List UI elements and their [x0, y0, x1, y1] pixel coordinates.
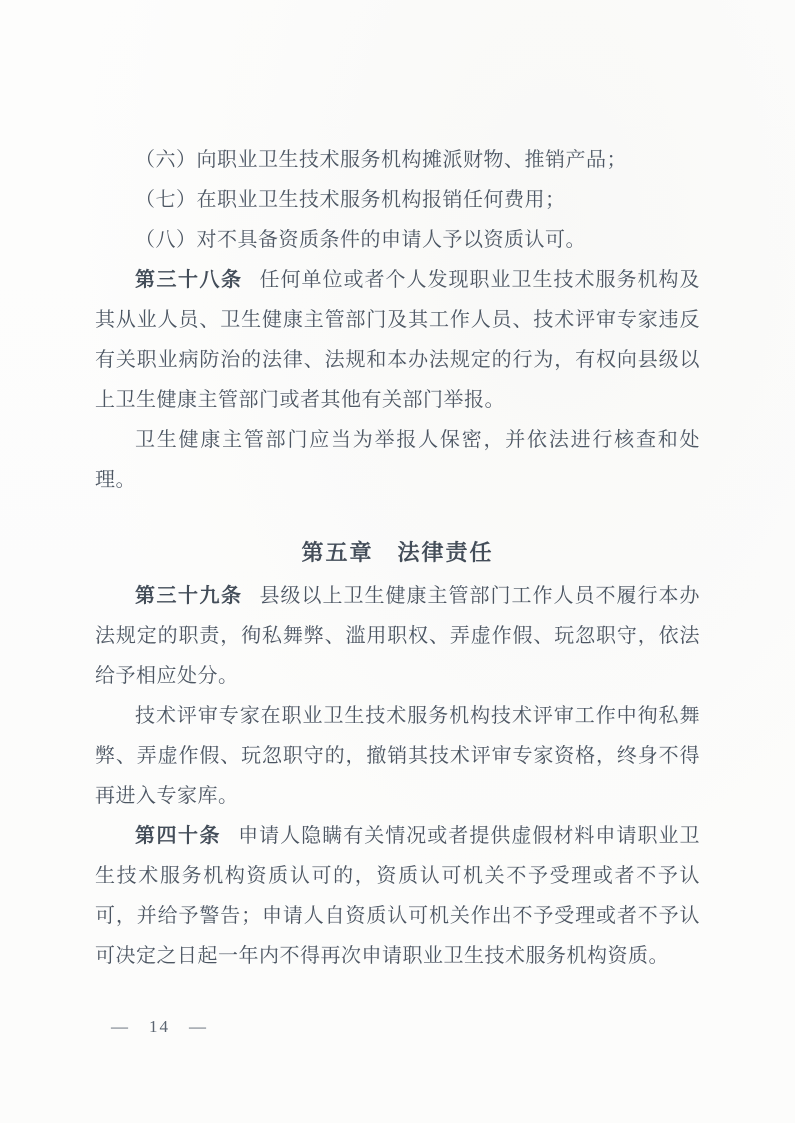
article-40-text: 申请人隐瞒有关情况或者提供虚假材料申请职业卫生技术服务机构资质认可的，资质认可机关不予受理或者不予认可，并给予警告；申请人自资质认可机关作出不予受理或者不予认可决定之日起一年内不得再次申请职业卫生技术服务机构资质。 — [95, 825, 701, 967]
article-38-paragraph — [95, 260, 700, 420]
article-39-paragraph — [95, 576, 700, 696]
article-39-number: 第三十九条 — [135, 585, 243, 607]
article-38-text: 任何单位或者个人发现职业卫生技术服务机构及其从业人员、卫生健康主管部门及其工作人员、技术评审专家违反有关职业病防治的法律、法规和本办法规定的行为，有权向县级以上卫生健康主管部门或者其他有关部门举报。 — [95, 269, 700, 411]
list-item-6: （六）向职业卫生技术服务机构摊派财物、推销产品； — [135, 149, 627, 171]
article-40-paragraph — [95, 816, 700, 976]
list-item-8: （八）对不具备资质条件的申请人予以资质认可。 — [135, 229, 586, 251]
article-38-number: 第三十八条 — [135, 269, 243, 291]
document-content — [95, 140, 700, 976]
article-40-number: 第四十条 — [135, 825, 222, 847]
list-item-7: （七）在职业卫生技术服务机构报销任何费用； — [135, 189, 566, 211]
article-39-text: 县级以上卫生健康主管部门工作人员不履行本办法规定的职责，徇私舞弊、滥用职权、弄虚作假、玩忽职守，依法给予相应处分。 — [95, 585, 700, 687]
page-number: — 14 — — [111, 1017, 208, 1036]
chapter-5-heading: 第五章 法律责任 — [301, 540, 494, 565]
expert-penalty-paragraph: 技术评审专家在职业卫生技术服务机构技术评审工作中徇私舞弊、弄虚作假、玩忽职守的，撤销其技术评审专家资格，终身不得再进入专家库。 — [95, 705, 700, 807]
report-confidentiality-paragraph: 卫生健康主管部门应当为举报人保密，并依法进行核查和处理。 — [95, 429, 700, 491]
